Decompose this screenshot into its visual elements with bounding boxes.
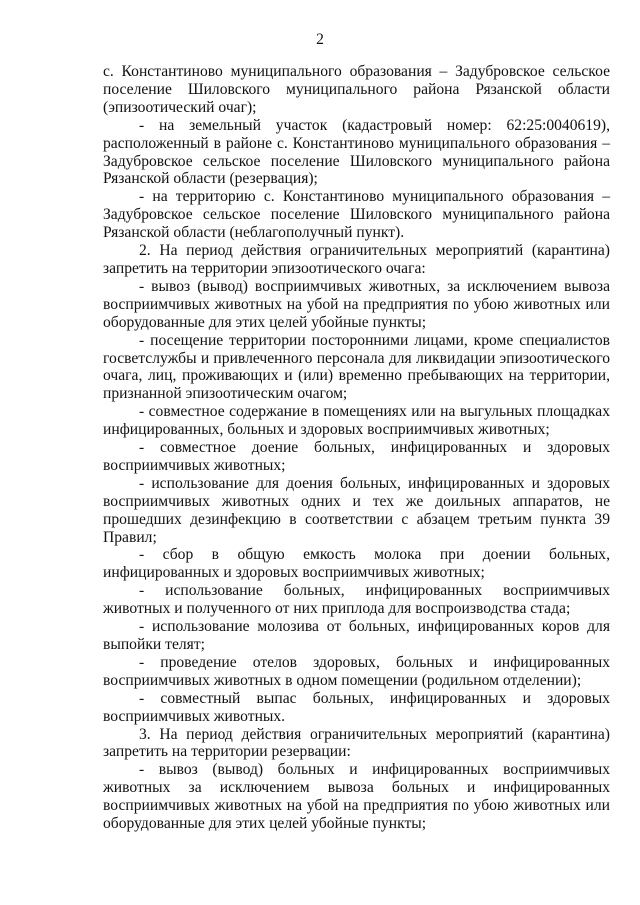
page-number: 2 [316, 31, 324, 48]
list-item: - проведение отелов здоровых, больных и инфицированных восприимчивых животных в одном помещении (родильном отделении); [103, 653, 610, 689]
document-body [103, 63, 610, 833]
list-item: - совместный выпас больных, инфицированных и здоровых восприимчивых животных. [103, 689, 610, 725]
list-item: - использование для доения больных, инфицированных и здоровых восприимчивых животных одних и тех же доильных аппаратов, не прошедших дезинфекцию в соответствии с абзацем третьим пункта 39 Правил; [103, 474, 610, 546]
paragraph-section-2-heading: 2. На период действия ограничительных мероприятий (карантина) запретить на территории эпизоотического очага: [103, 242, 610, 277]
paragraph-territory: - на территорию с. Константиново муниципального образования – Задубровское сельское поселение Шиловского муниципального района Рязанской области (неблагополучный пункт). [103, 188, 610, 242]
list-item: - вывоз (вывод) больных и инфицированных восприимчивых животных за исключением вывоза больных и инфицированных восприимчивых животных на убой на предприятия по убою животных или оборудованные для этих целей убойные пункты; [103, 761, 610, 833]
paragraph-land-plot: - на земельный участок (кадастровый номер: 62:25:0040619), расположенный в районе с. Константиново муниципального образования – Задубровское сельское поселение Шиловского муниципального района Рязанской области (резервация); [103, 116, 610, 188]
paragraph-intro-continuation: с. Константиново муниципального образования – Задубровское сельское поселение Шиловского муниципального района Рязанской области (эпизоотический очаг); [103, 63, 610, 116]
list-item: - использование молозива от больных, инфицированных коров для выпойки телят; [103, 618, 610, 653]
list-item: - посещение территории посторонними лицами, кроме специалистов госветслужбы и привлеченного персонала для ликвидации эпизоотического очага, лиц, проживающих и (или) временно пребывающих на территории, признанной эпизоотическим очагом; [103, 331, 610, 403]
list-item: - вывоз (вывод) восприимчивых животных, за исключением вывоза восприимчивых животных на убой на предприятия по убою животных или оборудованные для этих целей убойные пункты; [103, 277, 610, 331]
paragraph-section-3-heading: 3. На период действия ограничительных мероприятий (карантина) запретить на территории резервации: [103, 725, 610, 761]
list-item: - совместное доение больных, инфицированных и здоровых восприимчивых животных; [103, 439, 610, 474]
list-item: - использование больных, инфицированных восприимчивых животных и полученного от них приплода для воспроизводства стада; [103, 582, 610, 618]
list-item: - сбор в общую емкость молока при доении больных, инфицированных и здоровых восприимчивых животных; [103, 546, 610, 582]
list-item: - совместное содержание в помещениях или на выгульных площадках инфицированных, больных и здоровых восприимчивых животных; [103, 403, 610, 439]
